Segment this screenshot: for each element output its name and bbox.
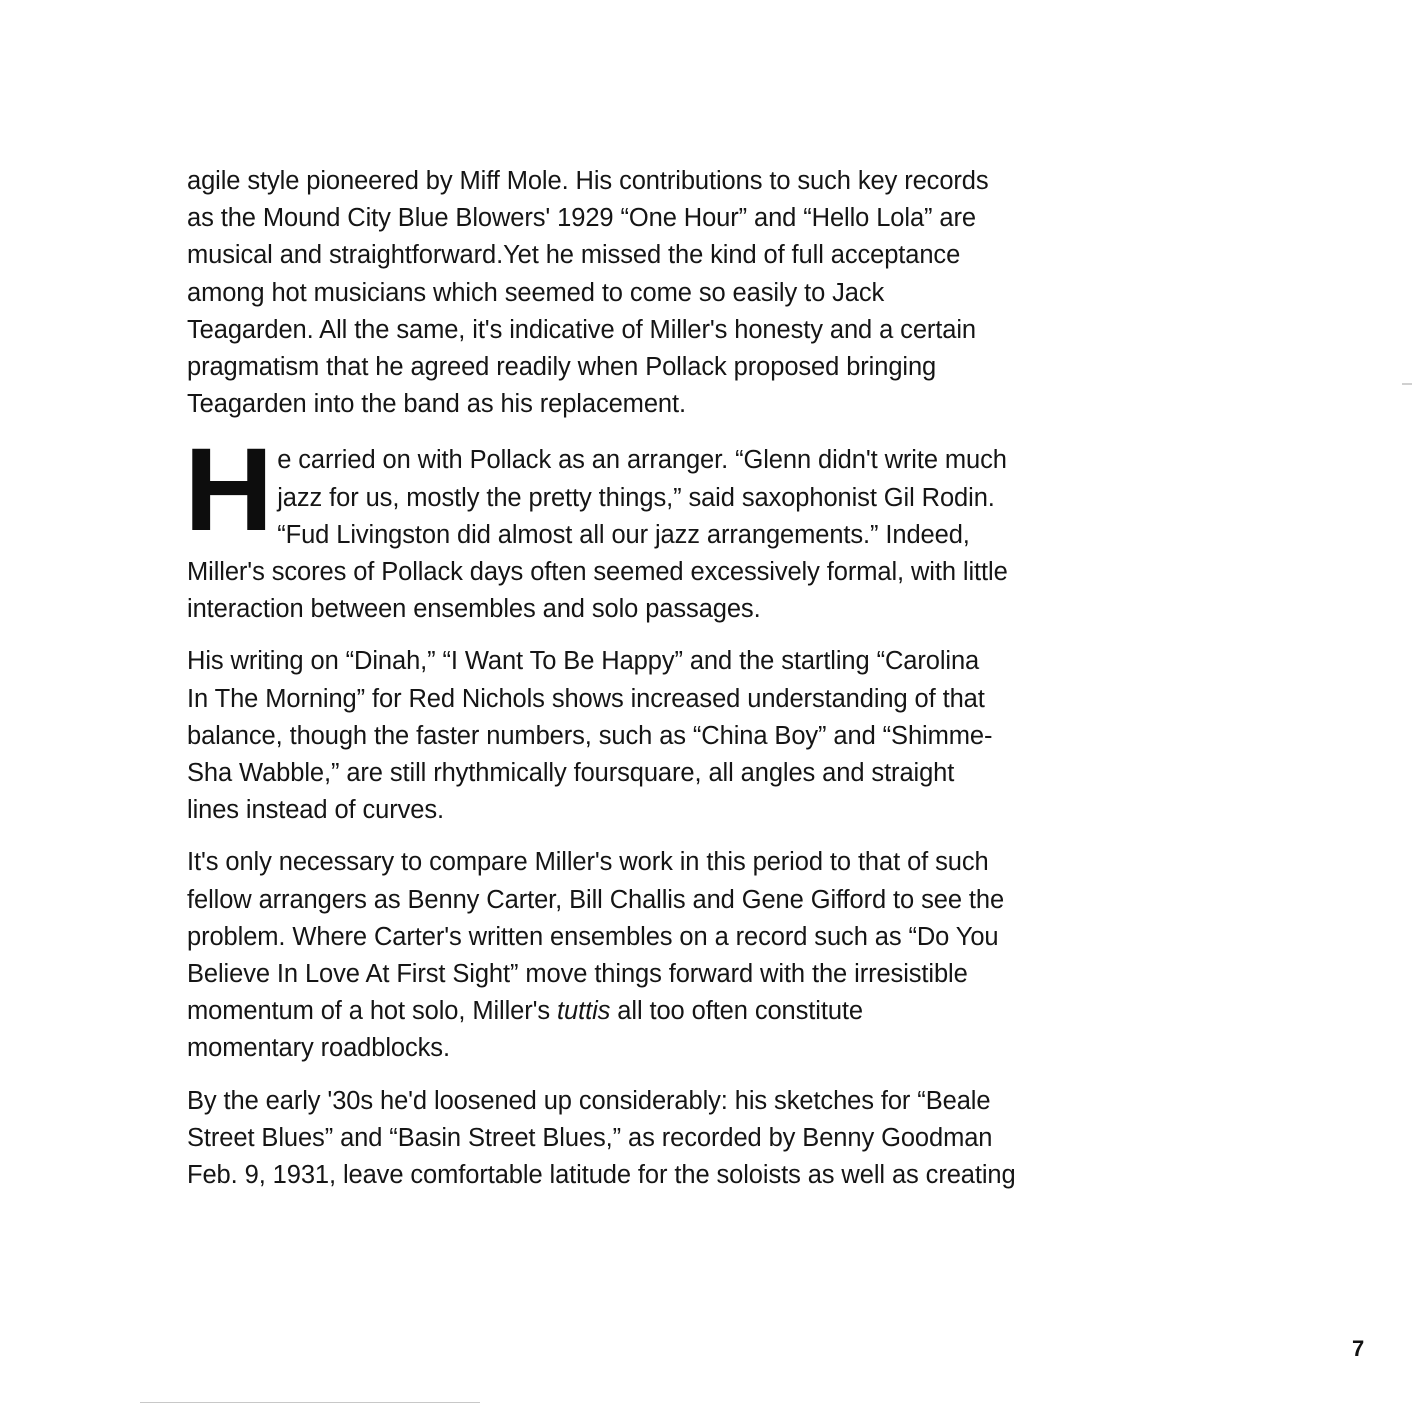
text-line: jazz for us, mostly the pretty things,” said saxophonist Gil Rodin. xyxy=(277,483,995,512)
paragraph-2 xyxy=(184,424,1197,628)
text-line: fellow arrangers as Benny Carter, Bill Challis and Gene Gifford to see the xyxy=(187,885,1005,914)
text-line: By the early '30s he'd loosened up considerably: his sketches for “Beale xyxy=(187,1086,991,1115)
text-line: momentary roadblocks. xyxy=(187,1034,450,1063)
text-line: In The Morning” for Red Nichols shows increased understanding of that xyxy=(187,684,985,713)
text-line: balance, though the faster numbers, such as “China Boy” and “Shimme- xyxy=(187,721,993,750)
text-line: among hot musicians which seemed to come so easily to Jack xyxy=(187,278,885,307)
text-line: as the Mound City Blue Blowers' 1929 “One Hour” and “Hello Lola” are xyxy=(187,204,976,233)
text-line: Teagarden into the band as his replacement. xyxy=(187,390,686,419)
page-number: 7 xyxy=(1352,1336,1365,1361)
text-line: His writing on “Dinah,” “I Want To Be Happy” and the startling “Carolina xyxy=(187,647,980,676)
margin-mark xyxy=(1402,383,1412,385)
text-run: momentum of a hot solo, Miller's xyxy=(187,997,558,1026)
text-line: Sha Wabble,” are still rhythmically foursquare, all angles and straight xyxy=(187,759,955,788)
italic-term: tuttis xyxy=(557,997,611,1026)
text-line: “Fud Livingston did almost all our jazz arrangements.” Indeed, xyxy=(277,520,970,549)
drop-cap-letter: H xyxy=(184,424,274,557)
paragraph-5 xyxy=(187,1083,1197,1195)
paragraph-4 xyxy=(187,844,1197,1067)
text-line: interaction between ensembles and solo passages. xyxy=(187,595,761,624)
text-line-with-italic xyxy=(187,993,1197,1030)
text-line: Miller's scores of Pollack days often seemed excessively formal, with little xyxy=(187,558,1008,587)
paragraph-3 xyxy=(187,643,1197,829)
footer-rule xyxy=(140,1402,480,1403)
text-line: e carried on with Pollack as an arranger. “Glenn didn't write much xyxy=(277,446,1007,475)
text-line: Street Blues” and “Basin Street Blues,” as recorded by Benny Goodman xyxy=(187,1123,993,1152)
text-line: agile style pioneered by Miff Mole. His contributions to such key records xyxy=(187,167,989,195)
text-line: Feb. 9, 1931, leave comfortable latitude for the soloists as well as creating xyxy=(187,1161,1016,1190)
text-line: lines instead of curves. xyxy=(187,796,444,825)
text-line: It's only necessary to compare Miller's work in this period to that of such xyxy=(187,848,989,877)
text-column xyxy=(184,163,1197,1194)
text-line: musical and straightforward.Yet he missed the kind of full acceptance xyxy=(187,241,961,270)
text-line: problem. Where Carter's written ensembles on a record such as “Do You xyxy=(187,922,999,951)
text-line: Teagarden. All the same, it's indicative of Miller's honesty and a certain xyxy=(187,315,977,344)
text-run: all too often constitute xyxy=(610,997,863,1026)
paragraph-1 xyxy=(187,163,1197,423)
text-line: Believe In Love At First Sight” move things forward with the irresistible xyxy=(187,960,968,989)
text-line: pragmatism that he agreed readily when Pollack proposed bringing xyxy=(187,353,937,382)
